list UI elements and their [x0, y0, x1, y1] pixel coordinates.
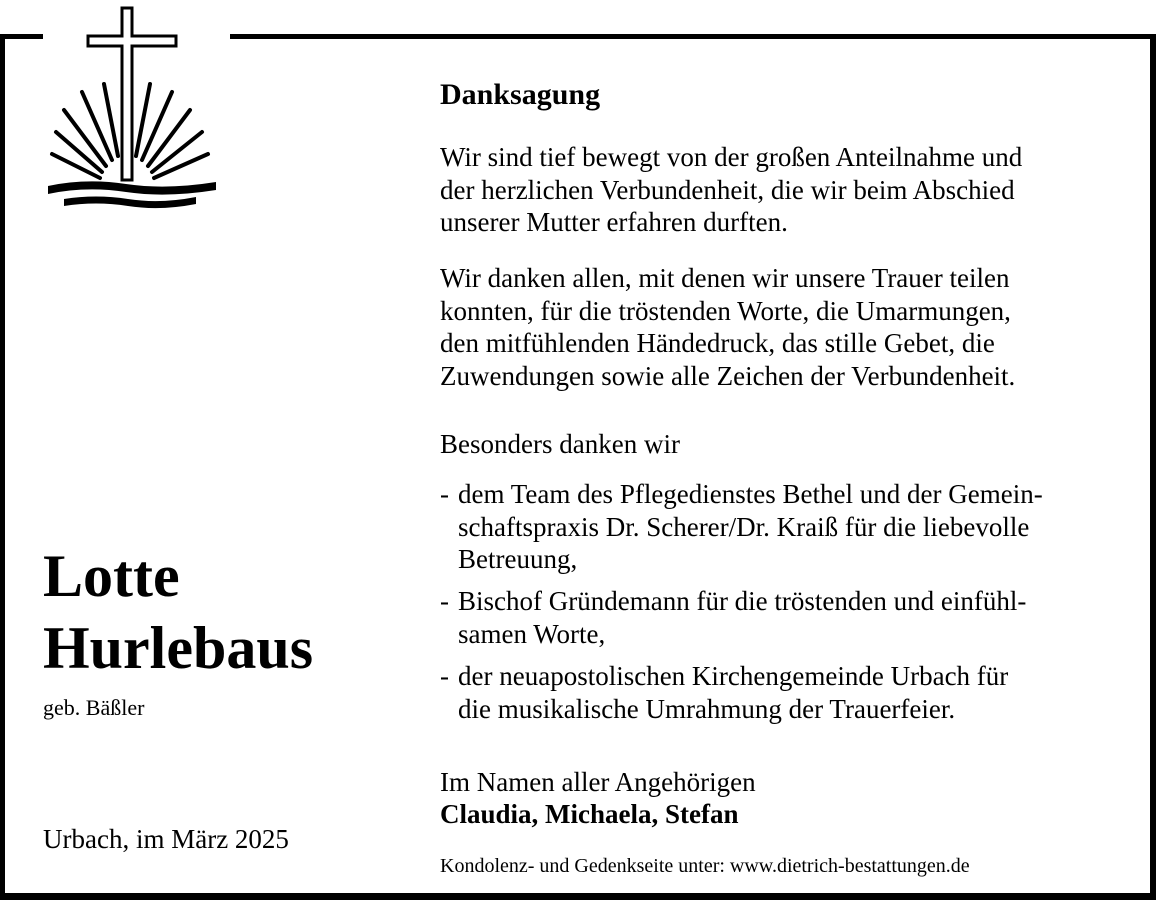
place-date: Urbach, im März 2025 [43, 824, 289, 854]
list-item-line: samen Worte, [458, 618, 606, 649]
paragraph-line: Besonders danken wir [440, 429, 680, 459]
birth-name: geb. Bäßler [43, 695, 145, 720]
paragraph-3 [440, 428, 680, 461]
thanks-list-item [440, 585, 1138, 650]
paragraph-line: der herzlichen Verbundenheit, die wir beim Abschied [440, 174, 1015, 205]
paragraph-line: unserer Mutter erfahren durften. [440, 207, 788, 237]
list-item-line: Betreuung, [458, 544, 578, 574]
paragraph-line: Wir danken allen, mit denen wir unsere Trauer teilen [440, 263, 1010, 293]
border-right [1150, 34, 1156, 900]
list-bullet: - [440, 586, 449, 616]
list-item-line: schaftspraxis Dr. Scherer/Dr. Kraiß für die liebevolle [458, 511, 1030, 542]
paragraph-2 [440, 262, 1015, 392]
cross-sunrise-emblem-icon [46, 6, 224, 216]
list-item-line: dem Team des Pflegedienstes Bethel und der Gemein- [458, 479, 1043, 509]
list-item-line: der neuapostolischen Kirchengemeinde Urbach für [458, 661, 1009, 691]
deceased-first-name: Lotte [43, 543, 180, 609]
thanks-list-item [440, 478, 1138, 576]
border-bottom [0, 893, 1156, 900]
paragraph-1 [440, 141, 1022, 239]
condolence-page-note: Kondolenz- und Gedenkseite unter: www.dietrich-bestattungen.de [440, 855, 970, 877]
border-top-right [230, 34, 1156, 39]
paragraph-line: Wir sind tief bewegt von der großen Anteilnahme und [440, 142, 1023, 172]
border-top-left [0, 34, 43, 39]
list-item-line: Bischof Gründemann für die tröstenden und einfühl- [458, 586, 1027, 616]
border-left [0, 34, 5, 900]
closing-line: Im Namen aller Angehörigen [440, 767, 756, 797]
notice-heading: Danksagung [440, 78, 601, 111]
paragraph-line: Zuwendungen sowie alle Zeichen der Verbundenheit. [440, 360, 1016, 391]
list-bullet: - [440, 661, 449, 691]
deceased-name [43, 540, 313, 684]
list-item-line: die musikalische Umrahmung der Trauerfeier. [458, 693, 956, 724]
deceased-last-name: Hurlebaus [43, 615, 314, 681]
paragraph-line: den mitfühlenden Händedruck, das stille Gebet, die [440, 328, 995, 358]
thanks-list-item [440, 660, 1138, 725]
signers: Claudia, Michaela, Stefan [440, 799, 739, 829]
list-bullet: - [440, 479, 449, 509]
paragraph-line: konnten, für die tröstenden Worte, die Umarmungen, [440, 295, 1011, 326]
